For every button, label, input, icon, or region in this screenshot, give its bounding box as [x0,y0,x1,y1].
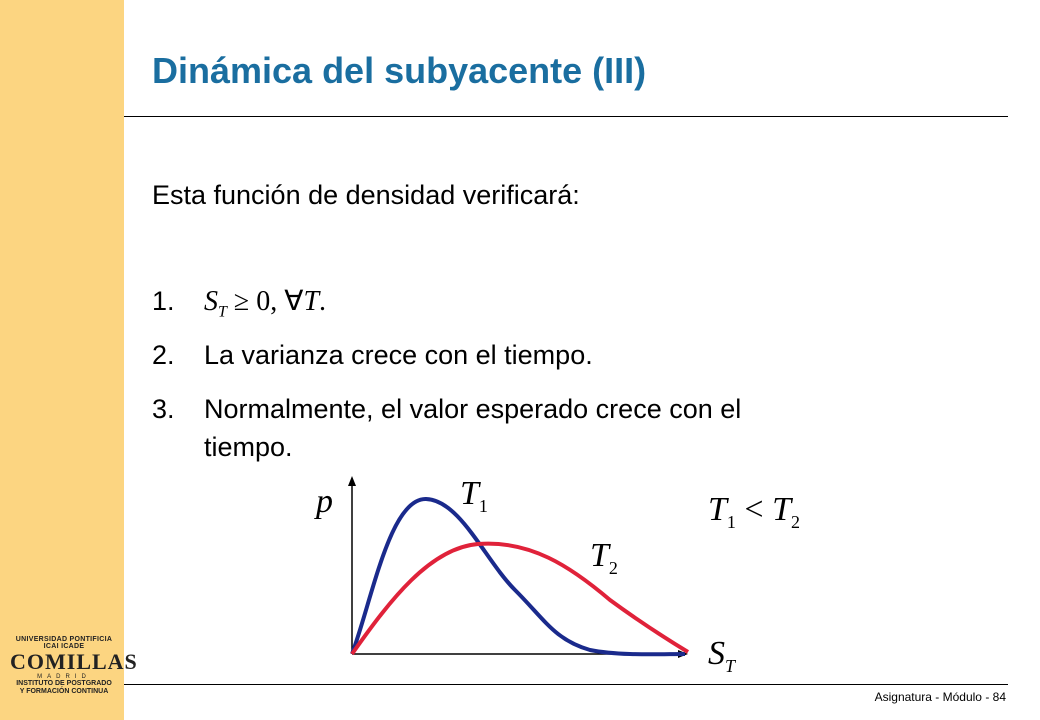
list-number: 1. [152,286,175,316]
intro-text: Esta función de densidad verificará: [152,180,580,210]
footer-divider [124,684,1008,685]
curve-label-t2: $T_2$ [590,537,618,578]
title-divider [124,116,1008,117]
list-item-2 [152,340,593,371]
list-text: La varianza crece con el tiempo. [204,340,593,370]
y-axis-label: p [316,483,333,520]
curve-label-t1: $T_1$ [460,475,488,516]
list-text: Normalmente, el valor esperado crece con el [204,394,742,424]
relation-label: $T_1 < T_2$ [708,491,801,532]
density-figure [290,470,810,680]
university-logo [10,636,138,696]
list-item-1 [152,284,326,322]
list-item-3 [152,394,741,425]
footer-text: Asignatura - Módulo - 84 [874,690,1006,704]
logo-name: COMILLAS [10,649,138,674]
list-number: 2. [152,340,175,370]
logo-city: MADRID [37,674,91,680]
sidebar-band [0,0,138,720]
logo-line-formation: Y FORMACIÓN CONTINUA [19,688,109,695]
logo-line-university: UNIVERSIDAD PONTIFICIA [15,636,113,643]
logo-line-schools: ICAI ICADE [43,643,85,650]
y-axis-arrow [348,476,356,486]
list-number: 3. [152,394,175,424]
density-curve-t1 [352,499,685,654]
list-item-3-continued: tiempo. [204,432,293,462]
density-curve-t2 [352,544,688,654]
logo-line-institute: INSTITUTO DE POSTGRADO [16,680,112,687]
slide-title: Dinámica del subyacente (III) [152,50,647,91]
formula-nonnegative: $S_T \ge 0$, ∀T. [204,286,327,321]
x-axis-label: $S_T$ [708,635,736,676]
